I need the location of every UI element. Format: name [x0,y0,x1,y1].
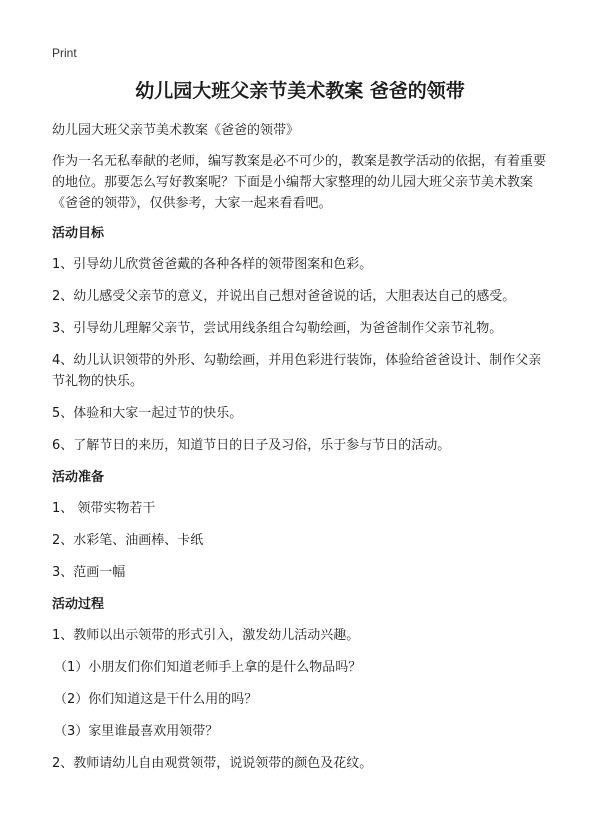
preparation-item: 3、范画一幅 [52,565,126,580]
process-item: 2、教师请幼儿自由观赏领带，说说领带的颜色及花纹。 [52,756,373,771]
process-item: 1、教师以出示领带的形式引入，激发幼儿活动兴趣。 [52,628,360,643]
goals-section [52,223,552,456]
goal-item: 5、体验和大家一起过节的快乐。 [52,406,243,421]
preparation-item: 2、水彩笔、油画棒、卡纸 [52,533,204,548]
print-link[interactable]: Print [52,46,77,60]
goal-item: 3、引导幼儿理解父亲节，尝试用线条组合勾勒绘画，为爸爸制作父亲节礼物。 [52,321,503,336]
process-question: （1）小朋友们你们知道老师手上拿的是什么物品吗？ [54,660,362,675]
article-body [52,120,552,785]
goal-item: 4、幼儿认识领带的外形、勾勒绘画，并用色彩进行装饰，体验给爸爸设计、制作父亲节礼物的快乐。 [52,353,542,389]
article-subtitle: 幼儿园大班父亲节美术教案《爸爸的领带》 [52,123,300,138]
process-question: （3）家里谁最喜欢用领带？ [54,724,219,739]
goals-heading: 活动目标 [52,226,105,241]
goal-item: 1、引导幼儿欣赏爸爸戴的各种各样的领带图案和色彩。 [52,257,373,272]
preparation-section [52,467,552,583]
preparation-heading: 活动准备 [52,470,105,485]
goal-item: 2、幼儿感受父亲节的意义，并说出自己想对爸爸说的话，大胆表达自己的感受。 [52,289,516,304]
process-heading: 活动过程 [52,597,105,612]
process-section [52,594,552,774]
goal-item: 6、了解节日的来历，知道节日的日子及习俗，乐于参与节日的活动。 [52,438,451,453]
intro-paragraph: 作为一名无私奉献的老师，编写教案是必不可少的，教案是教学活动的依据，有着重要的地位。那要怎么写好教案呢？下面是小编帮大家整理的幼儿园大班父亲节美术教案《爸爸的领带》，仅供参考，大家一起来看看吧。 [52,154,547,211]
preparation-item: 1、 领带实物若干 [52,501,156,516]
process-question: （2）你们知道这是干什么用的吗？ [54,692,258,707]
page-title: 幼儿园大班父亲节美术教案 爸爸的领带 [135,80,465,102]
